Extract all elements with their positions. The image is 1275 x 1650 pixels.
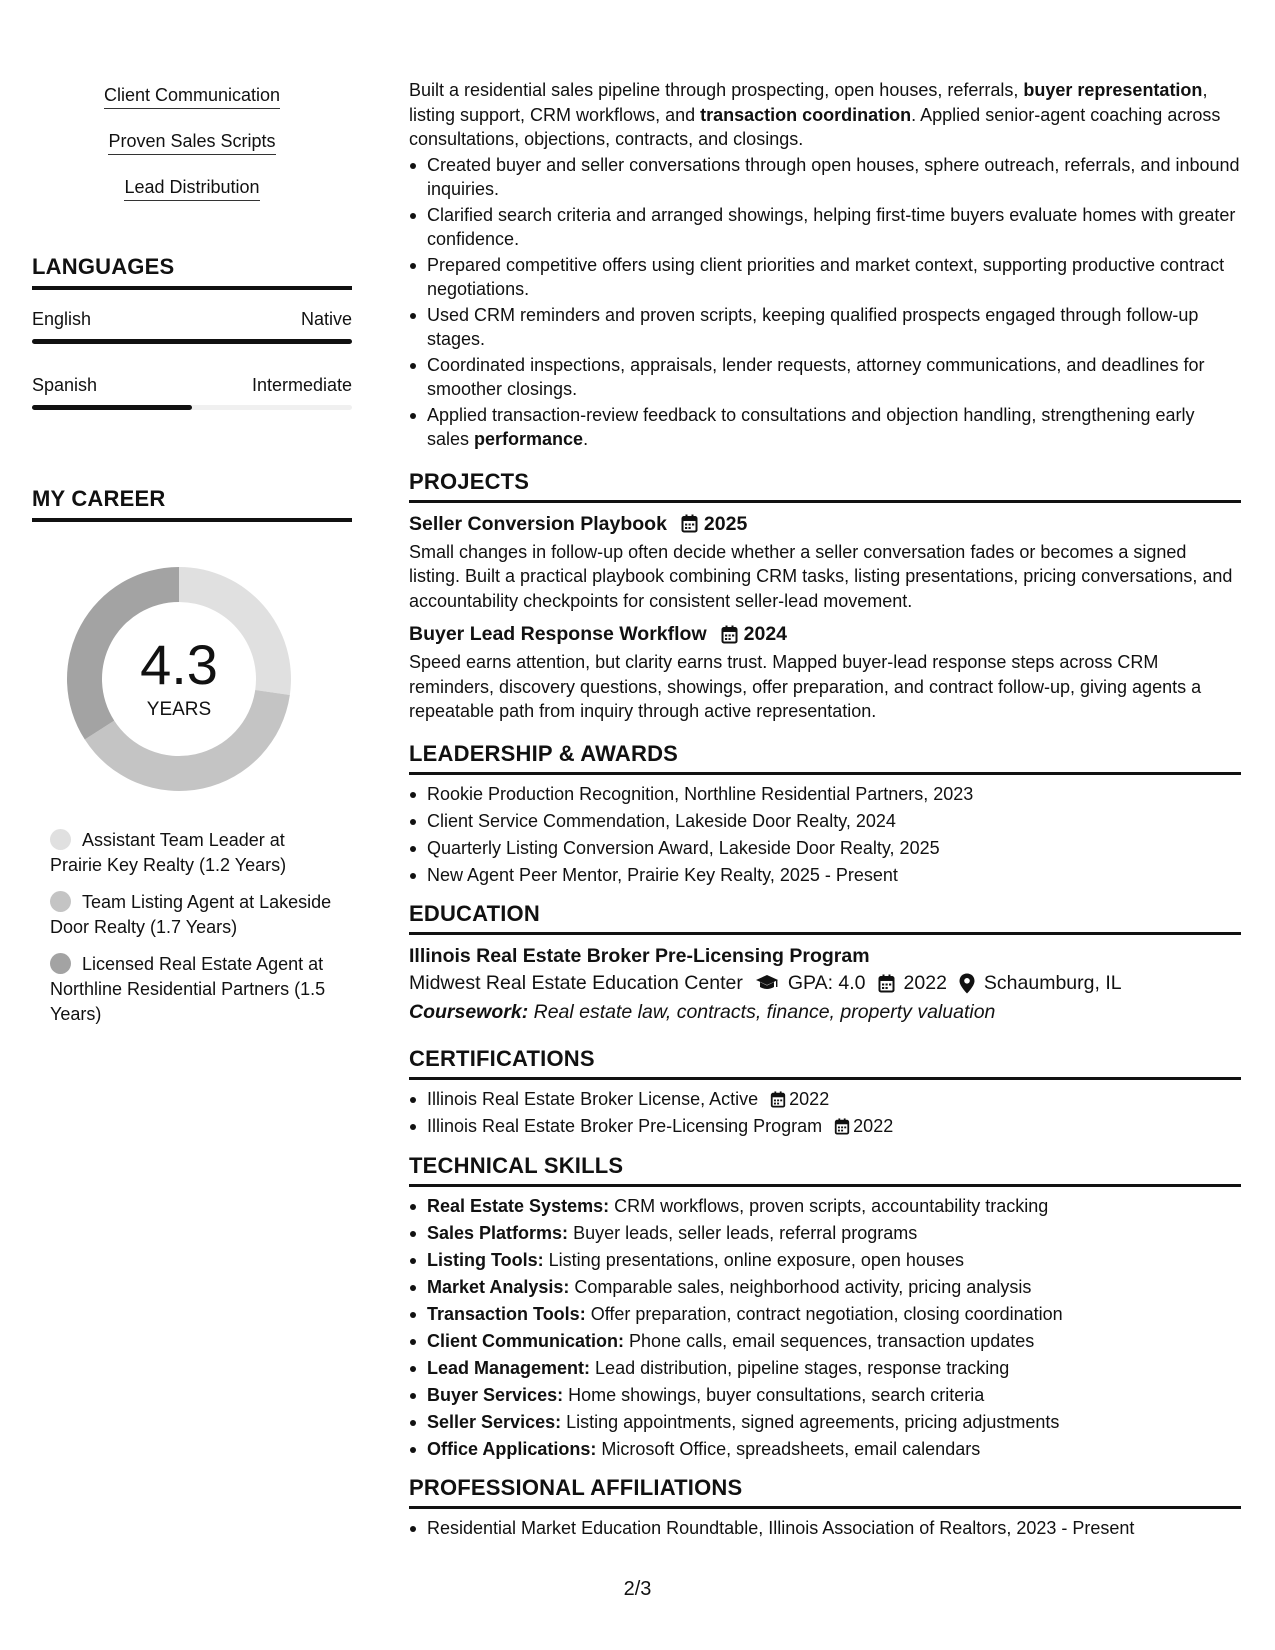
career-legend-text: Assistant Team Leader at Prairie Key Realty (1.2 Years) (50, 830, 287, 875)
legend-dot (50, 953, 71, 974)
sidebar (32, 84, 352, 1039)
skill-tags (32, 84, 352, 222)
awards-list (409, 782, 1241, 888)
affiliations-section (409, 1475, 1241, 1541)
project-year: 2024 (743, 623, 788, 645)
language-proficiency-bar (32, 405, 352, 410)
language-proficiency-fill (32, 405, 192, 410)
career-total-years: 4.3 (140, 633, 218, 696)
career-section (32, 486, 352, 1027)
certification-item: Illinois Real Estate Broker Pre-Licensing Program 2022 (427, 1114, 1241, 1139)
career-legend (32, 828, 352, 1027)
skill-tag: Lead Distribution (124, 176, 259, 201)
career-heading: MY CAREER (32, 486, 352, 522)
skill-item: Office Applications: Microsoft Office, spreadsheets, email calendars (427, 1437, 1241, 1462)
career-donut-chart (66, 566, 292, 792)
affiliations-heading: PROFESSIONAL AFFILIATIONS (409, 1475, 1241, 1509)
project-item (409, 511, 1241, 614)
language-name: Spanish (32, 375, 98, 395)
experience-section (409, 78, 1241, 452)
education-gpa: GPA: 4.0 (787, 972, 866, 994)
career-legend-item (50, 828, 340, 878)
education-coursework: Coursework: Real estate law, contracts, finance, property valuation (409, 1001, 996, 1023)
affiliation-item: Residential Market Education Roundtable, Illinois Association of Realtors, 2023 - Present (427, 1516, 1241, 1541)
project-description: Speed earns attention, but clarity earns trust. Mapped buyer-lead response steps across CRM reminders, discovery questions, showings, offer preparation, and contract follow-up, giving agents a repeatable path from inquiry through active representation. (409, 652, 1202, 721)
experience-bullets (409, 153, 1241, 452)
skill-item: Transaction Tools: Offer preparation, contract negotiation, closing coordination (427, 1302, 1241, 1327)
project-title: Seller Conversion Playbook (409, 512, 667, 535)
skill-item: Buyer Services: Home showings, buyer consultations, search criteria (427, 1383, 1241, 1408)
skill-item: Real Estate Systems: CRM workflows, proven scripts, accountability tracking (427, 1194, 1241, 1219)
language-level: Intermediate (251, 375, 352, 395)
legend-dot (50, 829, 71, 850)
experience-bullet: Clarified search criteria and arranged showings, helping first-time buyers evaluate homes with greater confidence. (427, 203, 1241, 252)
calendar-icon (834, 1118, 850, 1135)
awards-section (409, 741, 1241, 888)
award-item: Client Service Commendation, Lakeside Door Realty, 2024 (427, 809, 1241, 834)
calendar-icon (878, 974, 895, 993)
experience-summary: Built a residential sales pipeline through prospecting, open houses, referrals, buyer representation, listing support, CRM workflows, and transaction coordination. Applied senior-agent coaching across consultations, objections, contracts, and closings. (409, 80, 1221, 149)
certifications-heading: CERTIFICATIONS (409, 1046, 1241, 1080)
career-years-label: YEARS (146, 699, 212, 720)
calendar-icon (770, 1091, 786, 1108)
project-year: 2025 (703, 512, 748, 535)
location-pin-icon (959, 973, 975, 994)
career-legend-item (50, 952, 340, 1027)
award-item: New Agent Peer Mentor, Prairie Key Realty, 2025 - Present (427, 863, 1241, 888)
education-location: Schaumburg, IL (983, 972, 1122, 994)
skill-item: Listing Tools: Listing presentations, online exposure, open houses (427, 1248, 1241, 1273)
education-heading: EDUCATION (409, 901, 1241, 935)
skill-item: Sales Platforms: Buyer leads, seller leads, referral programs (427, 1221, 1241, 1246)
education-school: Midwest Real Estate Education Center (409, 972, 743, 994)
award-item: Quarterly Listing Conversion Award, Lakeside Door Realty, 2025 (427, 836, 1241, 861)
languages-section (32, 254, 352, 410)
language-level: Native (300, 309, 352, 329)
experience-bullet: Prepared competitive offers using client priorities and market context, supporting productive contract negotiations. (427, 253, 1241, 302)
graduation-cap-icon (755, 974, 779, 992)
education-year: 2022 (903, 972, 947, 994)
calendar-icon (721, 625, 738, 644)
technical-skills-list (409, 1194, 1241, 1462)
calendar-icon (681, 514, 698, 533)
language-proficiency-fill (32, 339, 352, 344)
technical-skills-section (409, 1153, 1241, 1462)
certifications-list (409, 1087, 1241, 1139)
certifications-section (409, 1046, 1241, 1139)
experience-bullet: Applied transaction-review feedback to consultations and objection handling, strengthening early sales performance. (427, 403, 1241, 452)
awards-heading: LEADERSHIP & AWARDS (409, 741, 1241, 775)
certification-item: Illinois Real Estate Broker License, Active 2022 (427, 1087, 1241, 1112)
project-title: Buyer Lead Response Workflow (409, 623, 707, 645)
project-description: Small changes in follow-up often decide whether a seller conversation fades or becomes a signed listing. Built a practical playbook combining CRM tasks, listing presentations, pricing conversations, and accountability checkpoints for consistent seller-lead movement. (409, 541, 1233, 611)
education-section (409, 901, 1241, 1027)
experience-bullet: Created buyer and seller conversations through open houses, sphere outreach, referrals, and inbound inquiries. (427, 153, 1241, 202)
technical-skills-heading: TECHNICAL SKILLS (409, 1153, 1241, 1187)
project-item (409, 621, 1241, 724)
education-program: Illinois Real Estate Broker Pre-Licensing Program (409, 945, 870, 967)
projects-heading: PROJECTS (409, 469, 1241, 503)
skill-tag: Client Communication (104, 84, 280, 109)
skill-item: Seller Services: Listing appointments, signed agreements, pricing adjustments (427, 1410, 1241, 1435)
skill-item: Client Communication: Phone calls, email sequences, transaction updates (427, 1329, 1241, 1354)
career-legend-text: Team Listing Agent at Lakeside Door Realty (1.7 Years) (50, 892, 332, 937)
affiliations-list (409, 1516, 1241, 1541)
skill-item: Lead Management: Lead distribution, pipeline stages, response tracking (427, 1356, 1241, 1381)
award-item: Rookie Production Recognition, Northline Residential Partners, 2023 (427, 782, 1241, 807)
experience-bullet: Used CRM reminders and proven scripts, keeping qualified prospects engaged through follow-up stages. (427, 303, 1241, 352)
language-item (32, 374, 352, 410)
legend-dot (50, 891, 71, 912)
languages-heading: LANGUAGES (32, 254, 352, 290)
experience-bullet: Coordinated inspections, appraisals, lender requests, attorney communications, and deadlines for smoother closings. (427, 353, 1241, 402)
page-number: 2/3 (623, 1578, 652, 1600)
skill-item: Market Analysis: Comparable sales, neighborhood activity, pricing analysis (427, 1275, 1241, 1300)
main-content (409, 78, 1241, 1541)
projects-section (409, 469, 1241, 724)
education-meta (409, 969, 1241, 997)
skill-tag: Proven Sales Scripts (108, 130, 275, 155)
language-item (32, 308, 352, 344)
career-legend-text: Licensed Real Estate Agent at Northline Residential Partners (1.5 Years) (50, 954, 326, 1024)
language-name: English (32, 309, 92, 329)
career-legend-item (50, 890, 340, 940)
language-proficiency-bar (32, 339, 352, 344)
